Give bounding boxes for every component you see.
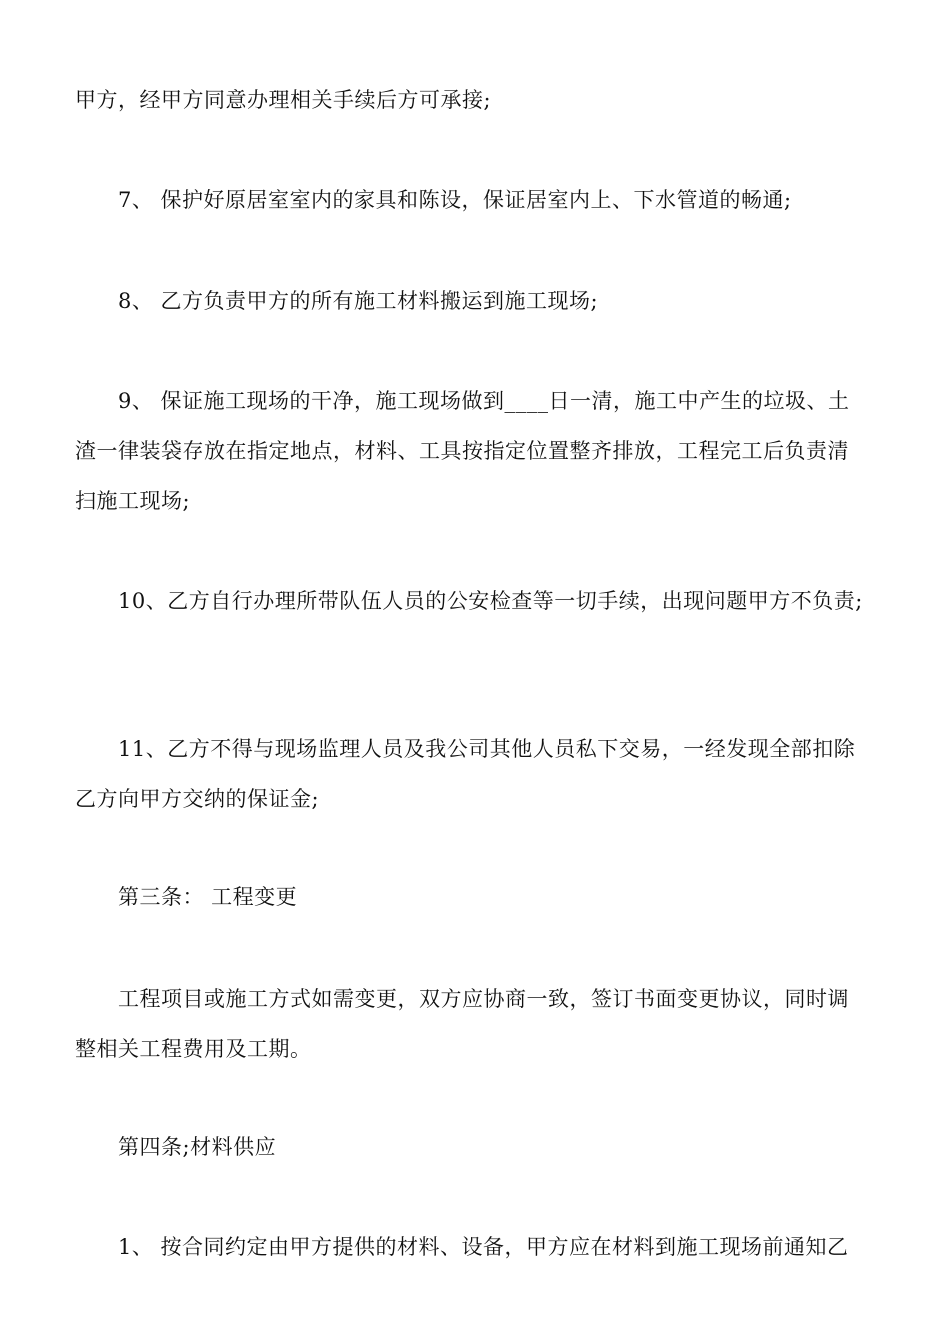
article-3-heading: 第三条： 工程变更 [118, 885, 298, 909]
clause-8: 8、 乙方负责甲方的所有施工材料搬运到施工现场; [118, 289, 599, 313]
article-4-clause-1: 1、 按合同约定由甲方提供的材料、设备，甲方应在材料到施工现场前通知乙 [118, 1235, 849, 1259]
clause-9-continued: 渣一律装袋存放在指定地点，材料、工具按指定位置整齐排放，工程完工后负责清 [75, 439, 849, 463]
clause-10: 10、乙方自行办理所带队伍人员的公安检查等一切手续，出现问题甲方不负责; [118, 589, 863, 613]
article-3-body-continued: 整相关工程费用及工期。 [75, 1037, 312, 1061]
clause-11-continued: 乙方向甲方交纳的保证金; [75, 787, 320, 811]
clause-9-continued: 扫施工现场; [75, 489, 191, 513]
clause-11: 11、乙方不得与现场监理人员及我公司其他人员私下交易，一经发现全部扣除 [118, 737, 856, 761]
paragraph-line: 甲方，经甲方同意办理相关手续后方可承接; [75, 88, 492, 112]
clause-9: 9、 保证施工现场的干净，施工现场做到____日一清，施工中产生的垃圾、土 [118, 389, 850, 413]
article-3-body: 工程项目或施工方式如需变更，双方应协商一致，签订书面变更协议，同时调 [118, 987, 849, 1011]
clause-7: 7、 保护好原居室室内的家具和陈设，保证居室内上、下水管道的畅通; [118, 188, 792, 212]
article-4-heading: 第四条;材料供应 [118, 1135, 277, 1159]
